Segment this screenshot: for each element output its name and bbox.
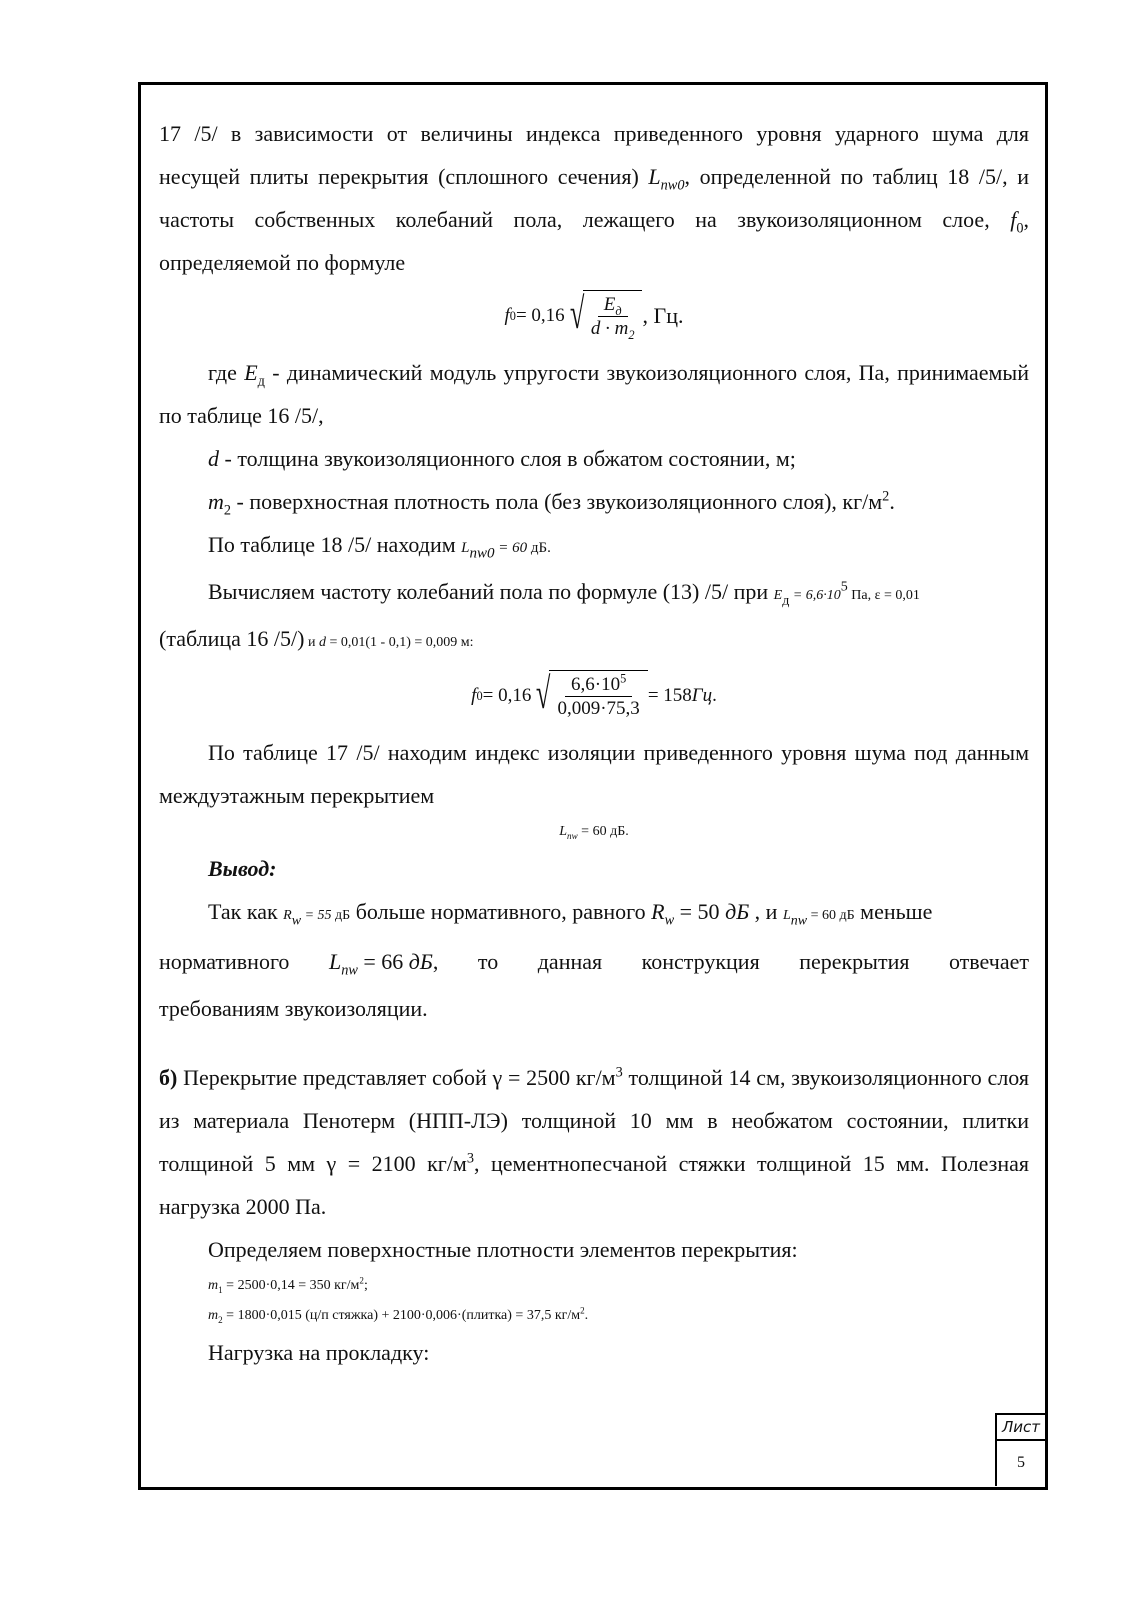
paragraph-conclusion [159,890,1029,937]
text: нормативного [159,949,290,974]
var: d [208,446,219,471]
var-sub: 0 [1016,220,1024,237]
text: . [889,489,895,514]
text: - толщина звукоизоляционного слоя в обжатом состоянии, м; [219,446,796,471]
paragraph-intro [159,112,1029,284]
formula-unit: , Гц. [642,302,684,328]
text: Так как [208,899,284,924]
formula-f0: f 0 = 0,16 √ $\frac{E_д}{d \cdot m_2}$ , Гц. [504,289,684,342]
radical-body [583,290,643,341]
var: f [1010,207,1017,232]
text: = 60 дБ. [577,824,629,839]
text: , цементнопесчаной стяжки толщиной 15 мм. Полезная нагрузка 2000 Па. [159,1151,1029,1219]
paragraph-calc-cont [159,617,1029,664]
den-sub: 2 [628,327,635,342]
formula-unit: Гц [691,684,713,706]
paragraph-ed [159,351,1029,437]
value: = 60 дБ [807,908,855,923]
sheet-stamp [995,1413,1045,1486]
unit: дБ [725,899,750,924]
value: = 6,6·10 [789,588,841,603]
item-label: б) [159,1065,178,1090]
sheet-label: Лист [997,1415,1045,1441]
paragraph-lnw0 [159,523,1029,570]
text: = 1800·0,015 (ц/п стяжка) + 2100·0,006·(плитка) = 37,5 кг/м [222,1308,581,1323]
fraction-den [585,317,641,341]
sup: 5 [840,579,848,595]
var: L [461,540,470,556]
paragraph-m2 [159,480,1029,523]
var-sub: 2 [218,1314,223,1325]
num-sub: д [615,303,622,318]
spacer [159,1030,1029,1056]
var: R [283,908,292,923]
paragraph-load: Нагрузка на прокладку: [208,1340,430,1365]
var-sub: д [257,373,265,390]
formula-lhs: f [504,304,510,326]
var: L [782,908,791,923]
value: = 50 [674,899,726,924]
var-sub: nw0 [660,177,685,194]
formula-lhs: f [471,684,477,706]
var: m [208,489,224,514]
text: 17 /5/ в зависимости от величины индекса приведенного уровня ударного шума для несущей плиты перекрытия (сплошного сечения) [159,121,1029,189]
var-sub: w [291,913,302,929]
text: толщиной 14 см, звукоизоляционного слоя из материала Пенотерм (НПП-ЛЭ) толщиной 10 мм в необжатом состоянии, плитки толщиной 5 мм γ = 2100 кг/м [159,1065,1029,1176]
text: больше нормативного, равного [350,899,652,924]
text: то [477,949,499,974]
page-number: 5 [1017,1454,1025,1471]
radical-sign: √ [536,669,551,718]
paragraph-conclusion-line2 [159,937,1029,987]
unit: дБ. [527,540,551,556]
paragraph-conclusion-end [159,987,1029,1030]
text: - поверхностная плотность пола (без звукоизоляционного слоя), кг/м [231,489,883,514]
den-var: d · m [590,318,629,339]
unit: дБ [331,908,351,923]
text: данная [537,949,603,974]
paragraph-densities: Определяем поверхностные плотности элементов перекрытия: [208,1237,798,1262]
formula-m2 [159,1301,1029,1331]
formula-eq: = 0,16 [482,684,532,706]
paragraph-table17 [159,731,1029,817]
conclusion-heading: Вывод: [208,856,277,881]
var-sub: 1 [218,1284,223,1295]
radical-body [549,670,647,721]
fraction [551,671,645,721]
sqrt [565,290,643,341]
text: - динамический модуль упругости звукоизоляционного слоя, Па, принимаемый по таблице 16 /5/, [159,360,1029,428]
var-sub: nw [567,830,578,841]
fraction-num [598,294,628,317]
text: , и [749,899,783,924]
unit: дБ [408,949,433,974]
text: перекрытия [799,949,910,974]
value: = 60 [494,540,528,556]
text: и [304,635,319,650]
num-var: E [603,294,616,315]
text: По таблице 18 /5/ находим [208,532,462,557]
text: конструкция [641,949,760,974]
var: L [559,824,568,839]
text: Перекрытие представляет собой γ = 2500 кг/м [177,1065,616,1090]
text: , определенной по таблиц 18 /5/, и частоты собственных колебаний пола, лежащего на звукоизоляционном слое, [159,164,1029,232]
var: L [648,164,661,189]
text: . [584,1308,589,1323]
paragraph-calc [159,570,1029,617]
text: отвечает [948,949,1029,974]
text: = 2500·0,14 = 350 кг/м [222,1278,360,1293]
text: , определяемой по формуле [159,207,1029,275]
text: , [432,949,439,974]
sup: 2 [882,488,890,505]
formula-f0-calc: f 0 = 0,16 √ $\frac{6,6\cdot 10^5}{0,009\cdot 75,3}$ = 158 Гц . [471,669,717,719]
text: (таблица 16 /5/) [159,626,305,651]
var-sub: nw0 [469,545,495,562]
text: ; [363,1278,368,1293]
var-sub: w [664,912,675,929]
formula-lnw [159,817,1029,847]
sup: 2 [580,1305,585,1316]
text: . [712,684,717,706]
var: L [328,949,342,974]
text: Вычисляем частоту колебаний пола по формуле (13) /5/ при [208,579,774,604]
text: меньше [854,899,933,924]
formula-m1 [159,1271,1029,1301]
fraction-num [565,671,632,697]
value: = 55 [301,908,332,923]
formula-result: = 158 [647,684,692,706]
var: E [244,360,258,385]
num-sup: 5 [620,671,627,686]
num-value: 6,6·10 [571,674,621,695]
formula-eq: = 0,16 [515,304,565,326]
paragraph-d [159,437,1029,480]
paragraph-b [159,1056,1029,1228]
var: R [651,899,665,924]
var-sub: nw [790,913,808,929]
text: где [208,360,245,385]
var-sub: nw [341,962,358,979]
text: = 0,01(1 - 0,1) = 0,009 м: [325,635,474,650]
var: E [773,588,783,603]
var-sub: 2 [223,502,232,519]
var: m [208,1278,219,1293]
radical-sign: √ [569,289,584,338]
fraction-den: 0,009·75,3 [557,698,640,719]
sup: 3 [466,1150,475,1167]
var: d [318,635,326,650]
text: требованиям звукоизоляции. [159,996,428,1021]
var-sub: д [782,593,790,609]
var: m [208,1308,219,1323]
sup: 3 [615,1064,623,1081]
sqrt [531,670,647,721]
document-body [159,112,1029,1374]
text: По таблице 17 /5/ находим индекс изоляции приведенного уровня шума под данным междуэтажным перекрытием [159,740,1029,808]
text: Па, ε = 0,01 [847,588,920,603]
sup: 2 [359,1275,364,1286]
value: = 66 [357,949,409,974]
fraction [585,294,641,341]
